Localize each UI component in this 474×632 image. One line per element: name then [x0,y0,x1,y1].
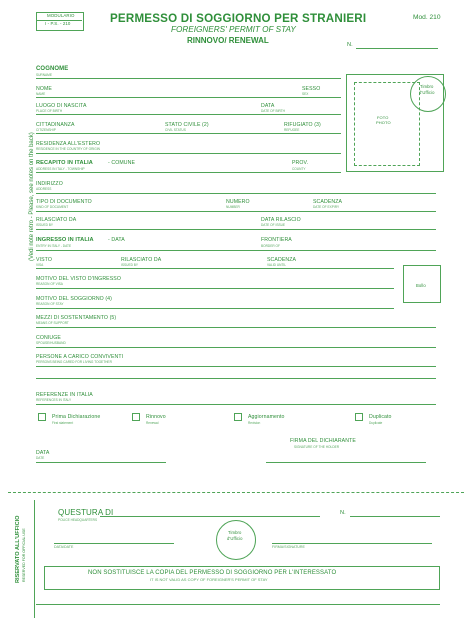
nome-label: NOME [36,86,52,92]
motivo-soggiorno-label: MOTIVO DEL SOGGIORNO (4) [36,296,112,302]
office-side-1: RISERVATO ALL'UFFICIO [15,515,21,583]
cut-line [8,492,464,493]
coniuge-field[interactable] [36,347,436,348]
signature-date-field[interactable] [36,462,166,463]
ingresso-label: INGRESSO IN ITALIA [36,237,94,243]
notice-text-en: IT IS NOT VALID AS COPY OF FOREIGNER'S PERMIT OF STAY [150,577,268,582]
coniuge-sub: SPOUSE/HUSBAND [36,341,66,345]
tipo-documento-sub: KIND OF DOCUMENT [36,205,69,209]
referenze-label: REFERENZE IN ITALIA [36,392,93,398]
modulario-code: I - P.S. - 210 [45,21,71,26]
tipo-documento-label: TIPO DI DOCUMENTO [36,199,92,205]
rilasciato-da-sub: ISSUED BY [36,223,54,227]
stato-civile-label: STATO CIVILE (2) [165,122,209,128]
frontiera-label: FRONTIERA [261,237,292,243]
prov-label: PROV. [292,160,309,166]
checkbox-aggiornamento[interactable] [234,413,242,421]
office-side-2: RESERVED FOR OFFICIAL USE [22,528,26,582]
scadenza2-label: SCADENZA [267,257,297,263]
numero-label: NUMERO [226,199,250,205]
checkbox-sub: Revision [248,421,261,425]
indirizzo-field[interactable] [36,193,436,194]
ingresso-field[interactable] [36,250,436,251]
persone-sub: PERSONS BEING CARED FOR LIVING TOGETHER [36,360,112,364]
luogo-nascita-label: LUOGO DI NASCITA [36,103,87,109]
data-nascita-label: DATA [261,103,275,109]
motivo-visto-sub: REASON OF VISA [36,282,63,286]
office-signature-label: FIRMA/SIGNATURE [272,545,305,549]
motivo-visto-label: MOTIVO DEL VISTO D'INGRESSO [36,276,121,282]
scadenza-sub: DATE OF EXPIRY [313,205,340,209]
questura-sub: POLICE HEADQUARTERS [58,518,98,522]
indirizzo-sub: ADDRESS [36,187,52,191]
luogo-nascita-field[interactable] [36,114,341,115]
tipo-documento-field[interactable] [36,211,436,212]
nome-field[interactable] [36,97,341,98]
rilasciato-da-field[interactable] [36,229,436,230]
persone-label: PERSONE A CARICO CONVIVENTI [36,354,124,360]
scadenza2-sub: VALID UNTIL [267,263,287,267]
checkbox-sub: First statement [52,421,74,425]
motivo-soggiorno-sub: REASON OF STAY [36,302,64,306]
ingresso-sub: ENTRY IN ITALY - DATE [36,244,72,248]
residenza-label: RESIDENZA ALL'ESTERO [36,141,101,147]
coniuge-label: CONIUGE [36,335,61,341]
office-stamp-1: Timbro [228,530,242,535]
checkbox-sub: Renewal [146,421,159,425]
rilasciato-da2-sub: ISSUED BY [121,263,139,267]
mezzi-label: MEZZI DI SOSTENTAMENTO (5) [36,315,117,321]
office-date-field[interactable] [54,543,174,544]
number-field[interactable] [356,48,438,49]
office-date-label: DATA/DATE [54,545,74,549]
renewal-title: RINNOVO/ RENEWAL [187,36,269,45]
form-subtitle-en: FOREIGNERS' PERMIT OF STAY [171,25,296,34]
firma-label: FIRMA DEL DICHIARANTE [290,438,356,444]
visto-label: VISTO [36,257,52,263]
motivo-visto-field[interactable] [36,288,394,289]
recapito-sub: ADDRESS IN ITALY - TOWNSHIP [36,167,85,171]
persone-field-2[interactable] [36,378,436,379]
questura-label: QUESTURA DI [58,508,114,517]
sesso-sub: SEX [302,92,309,96]
persone-field-1[interactable] [36,366,436,367]
comune-label: - COMUNE [108,160,136,166]
frontiera-sub: BORDER OF [261,244,280,248]
cittadinanza-label: CITTADINANZA [36,122,75,128]
cittadinanza-field[interactable] [36,133,341,134]
cognome-label: COGNOME [36,66,69,72]
scadenza-label: SCADENZA [313,199,343,205]
rifugiato-sub: REFUGEE [284,128,300,132]
data-rilascio-label: DATA RILASCIO [261,217,301,223]
stamp-label-1: Timbro [420,84,434,89]
data-nascita-sub: DATE OF BIRTH [261,109,285,113]
number-label: N. [347,42,353,48]
checkbox-label: Duplicato [369,414,392,420]
rifugiato-label: RIFUGIATO (3) [284,122,321,128]
mod-number: Mod. 210 [413,14,441,21]
prov-sub: COUNTY [292,167,306,171]
cittadinanza-sub: CITIZENSHIP [36,128,56,132]
recapito-label: RECAPITO IN ITALIA [36,160,93,166]
form-title: PERMESSO DI SOGGIORNO PER STRANIERI [110,12,367,25]
checkbox-label: Prima Dichiarazione [52,414,101,420]
cognome-sub: SURNAME [36,73,52,77]
signature-date-sub: DATE [36,456,45,460]
office-stamp-2: d'Ufficio [227,536,243,541]
bollo-label: Bollo [416,283,426,288]
checkbox-sub: Duplicate [369,421,383,425]
checkbox-label: Aggiornamento [248,414,285,420]
stato-civile-sub: CIVIL STATUS [165,128,186,132]
recapito-field[interactable] [36,172,341,173]
photo-label-1: FOTO [377,115,389,120]
firma-sub: SIGNATURE OF THE HOLDER [294,445,340,449]
cognome-field[interactable] [36,78,341,79]
mezzi-sub: MEANS OF SUPPORT [36,321,69,325]
sesso-label: SESSO [302,86,321,92]
signature-field[interactable] [266,462,426,463]
visto-field[interactable] [36,268,394,269]
residenza-field[interactable] [36,153,341,154]
checkbox-label: Rinnovo [146,414,166,420]
referenze-sub: REFERENCES IN ITALY [36,398,72,402]
notice-text: NON SOSTITUISCE LA COPIA DEL PERMESSO DI SOGGIORNO PER L'INTERESSATO [88,570,337,576]
photo-label-2: PHOTO [376,120,391,125]
ingresso-data-label: - DATA [108,237,125,243]
referenze-field[interactable] [36,404,436,405]
checkbox-rinnovo[interactable] [132,413,140,421]
nome-sub: NAME [36,92,46,96]
questura-field[interactable] [100,516,320,517]
motivo-soggiorno-field[interactable] [36,308,394,309]
office-signature-field[interactable] [272,543,432,544]
checkbox-duplicato[interactable] [355,413,363,421]
bottom-rule [36,604,440,605]
side-note: (Vedi note retro - Please, see notes on the back) [29,132,35,261]
rilasciato-da-label: RILASCIATO DA [36,217,77,223]
signature-date-label: DATA [36,450,50,456]
modulario-label: MODULARIO [47,13,75,18]
luogo-nascita-sub: PLACE OF BIRTH [36,109,63,113]
indirizzo-label: INDIRIZZO [36,181,63,187]
mezzi-field[interactable] [36,327,436,328]
office-number-field[interactable] [350,516,440,517]
residenza-sub: RESIDENCE IN THE COUNTRY OF ORIGIN [36,147,100,151]
data-rilascio-sub: DATE OF ISSUE [261,223,286,227]
rilasciato-da2-label: RILASCIATO DA [121,257,162,263]
stamp-label-2: d'Ufficio [419,90,435,95]
visto-sub: VISA [36,263,44,267]
numero-sub: NUMBER [226,205,240,209]
office-number-label: N. [340,510,346,516]
office-divider [34,500,35,618]
checkbox-prima-dichiarazione[interactable] [38,413,46,421]
